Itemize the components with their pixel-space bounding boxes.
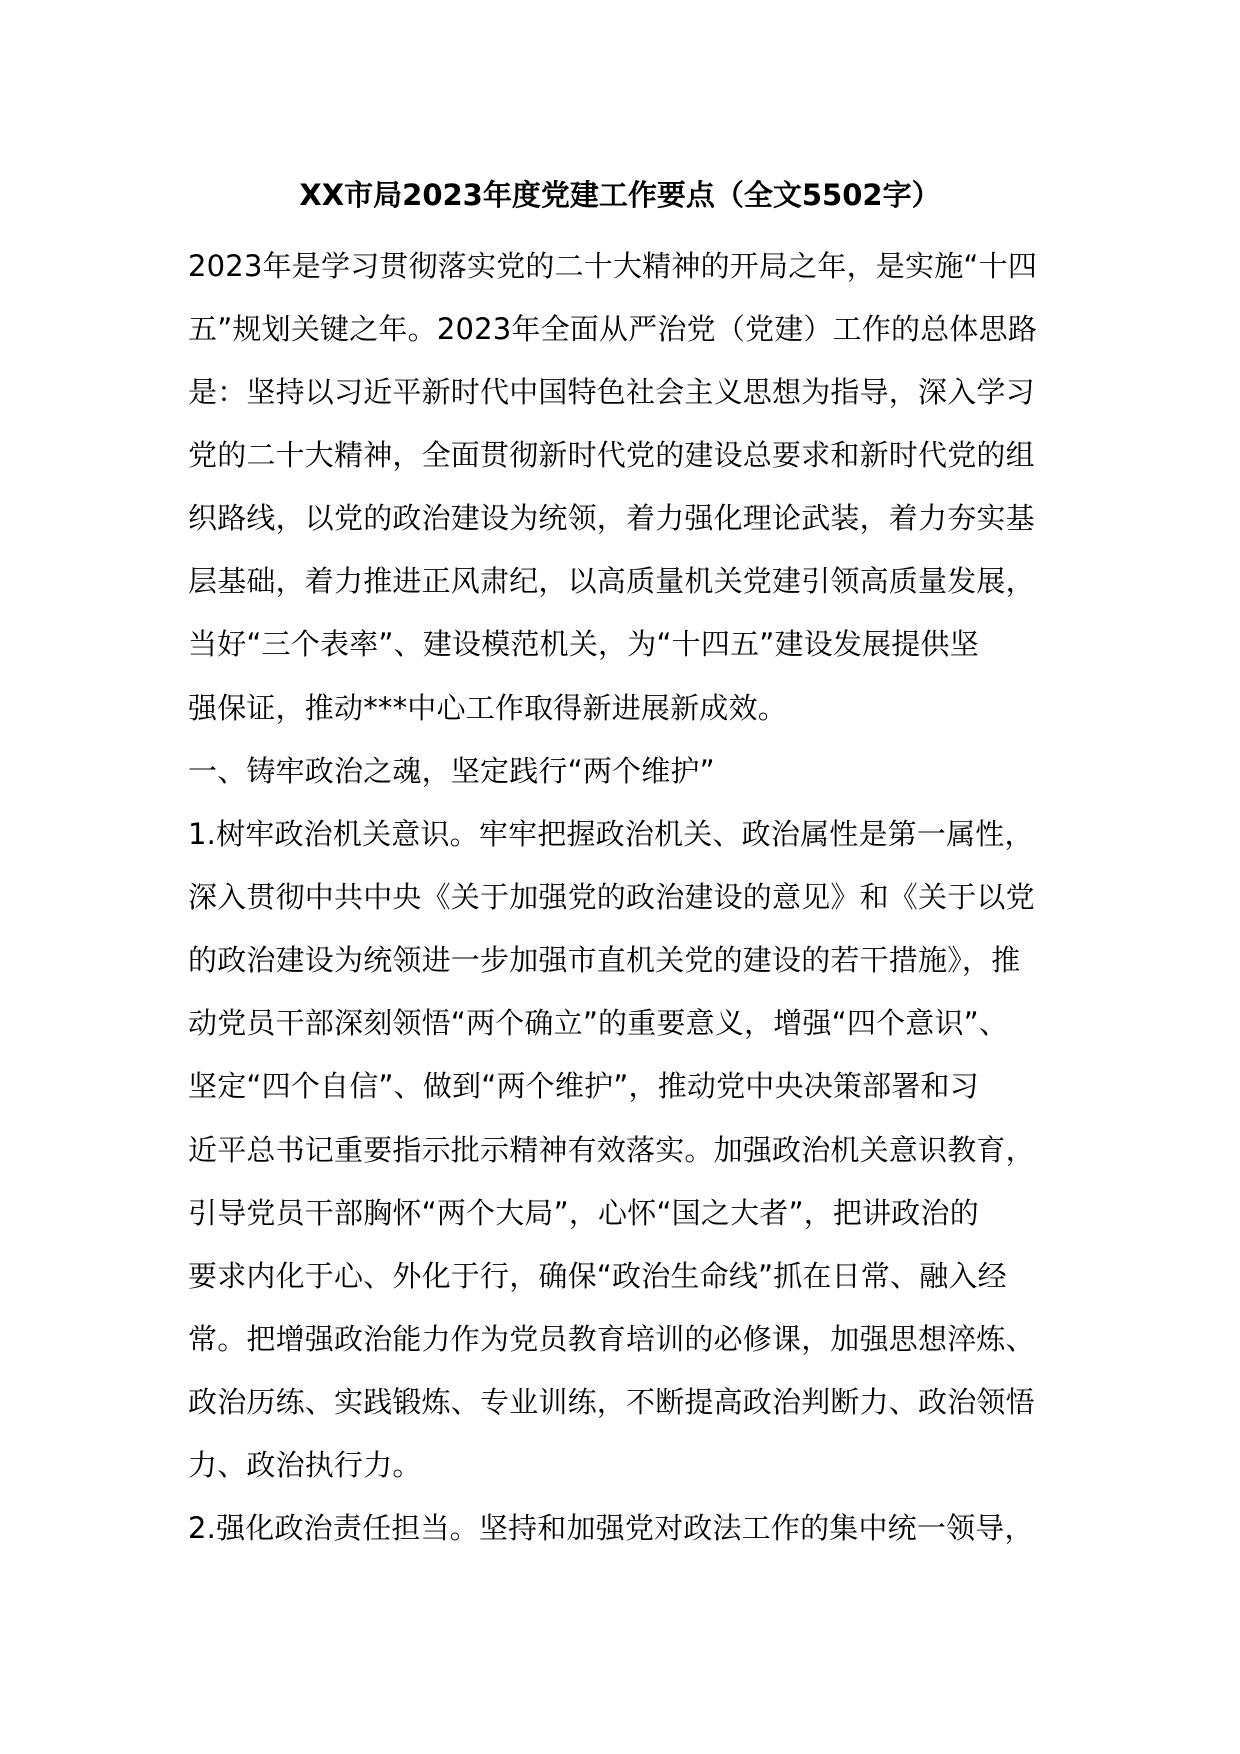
section-heading: 一、铸牢政治之魂，坚定践行“两个维护” bbox=[188, 754, 715, 788]
body-line: 2.强化政治责任担当。坚持和加强党对政法工作的集中统一领导， bbox=[188, 1511, 1034, 1545]
body-line: 的政治建设为统领进一步加强市直机关党的建设的若干措施》，推 bbox=[188, 943, 1021, 977]
document-title: XX市局2023年度党建工作要点（全文5502字） bbox=[299, 178, 941, 212]
body-line: 引导党员干部胸怀“两个大局”，心怀“国之大者”，把讲政治的 bbox=[188, 1196, 979, 1230]
body-line: 织路线，以党的政治建设为统领，着力强化理论武装，着力夯实基 bbox=[188, 501, 1035, 535]
body-line: 2023年是学习贯彻落实党的二十大精神的开局之年，是实施“十四 bbox=[188, 249, 1038, 283]
body-line: 当好“三个表率”、建设模范机关，为“十四五”建设发展提供坚 bbox=[188, 627, 979, 661]
body-line: 是：坚持以习近平新时代中国特色社会主义思想为指导，深入学习 bbox=[188, 375, 1035, 409]
body-line: 深入贯彻中共中央《关于加强党的政治建设的意见》和《关于以党 bbox=[188, 880, 1035, 914]
body-line: 党的二十大精神，全面贯彻新时代党的建设总要求和新时代党的组 bbox=[188, 438, 1035, 472]
body-line: 1.树牢政治机关意识。牢牢把握政治机关、政治属性是第一属性， bbox=[188, 817, 1034, 851]
body-line: 近平总书记重要指示批示精神有效落实。加强政治机关意识教育， bbox=[188, 1133, 1035, 1167]
body-line: 坚定“四个自信”、做到“两个维护”，推动党中央决策部署和习 bbox=[188, 1069, 979, 1103]
body-line: 要求内化于心、外化于行，确保“政治生命线”抓在日常、融入经 bbox=[188, 1259, 1007, 1293]
body-line: 动党员干部深刻领悟“两个确立”的重要意义，增强“四个意识”、 bbox=[188, 1006, 1009, 1040]
body-line: 力、政治执行力。 bbox=[188, 1448, 422, 1482]
body-line: 政治历练、实践锻炼、专业训练，不断提高政治判断力、政治领悟 bbox=[188, 1385, 1035, 1419]
body-line: 五”规划关键之年。2023年全面从严治党（党建）工作的总体思路 bbox=[188, 312, 1038, 346]
body-line: 常。把增强政治能力作为党员教育培训的必修课，加强思想淬炼、 bbox=[188, 1322, 1035, 1356]
body-line: 强保证，推动***中心工作取得新进展新成效。 bbox=[188, 691, 787, 725]
body-line: 层基础，着力推进正风肃纪，以高质量机关党建引领高质量发展， bbox=[188, 564, 1035, 598]
